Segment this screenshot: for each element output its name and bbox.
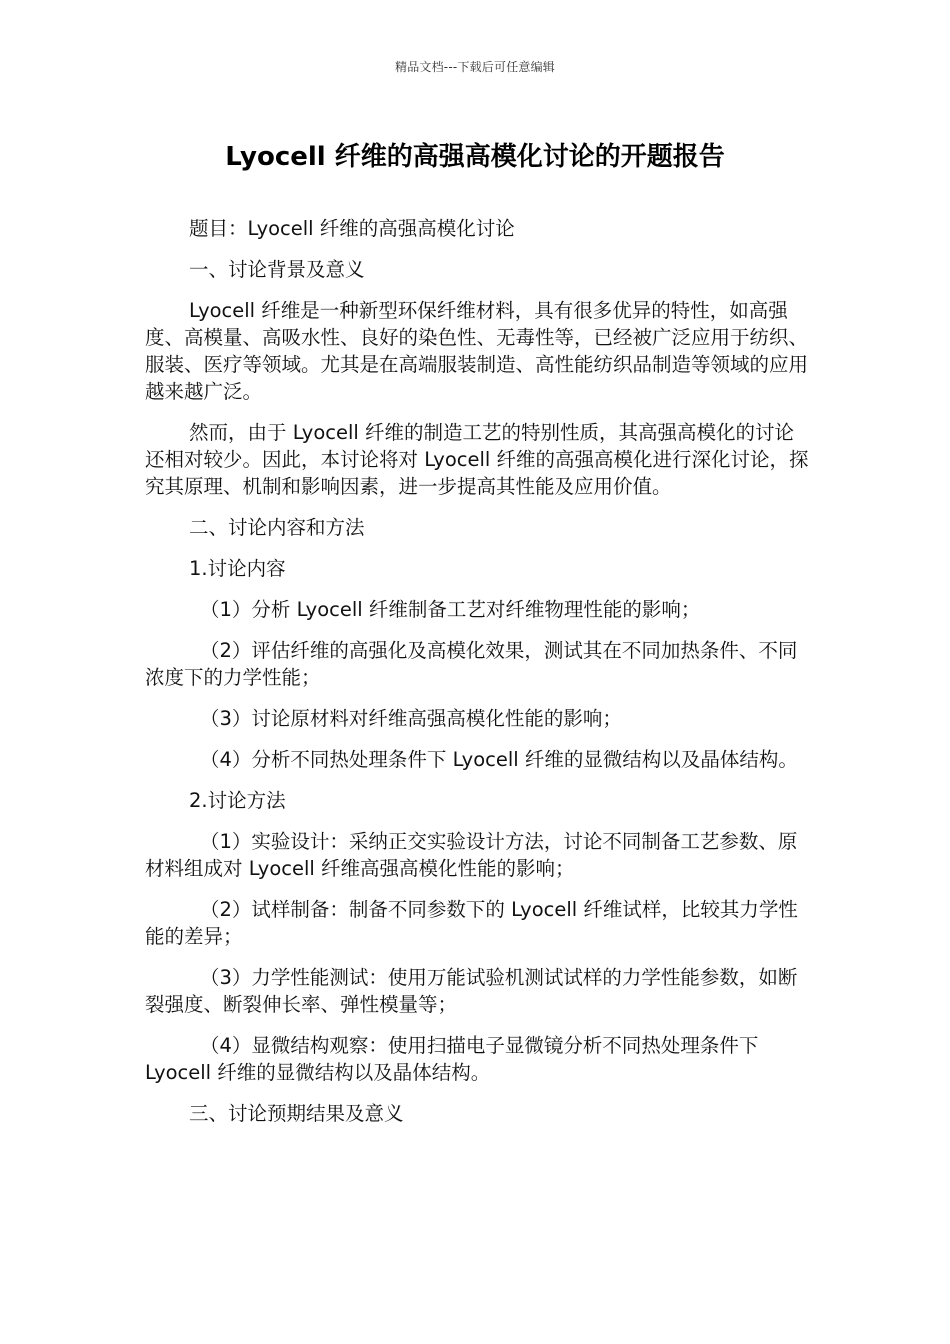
content-item: （4）分析不同热处理条件下 Lyocell 纤维的显微结构以及晶体结构。 xyxy=(200,748,798,771)
content-item: （2）评估纤维的高强化及高模化效果，测试其在不同加热条件、不同浓度下的力学性能； xyxy=(145,639,798,689)
topic-line: 题目：Lyocell 纤维的高强高模化讨论 xyxy=(189,217,515,240)
document-title: Lyocell 纤维的高强高模化讨论的开题报告 xyxy=(225,142,725,172)
subheading-content: 1.讨论内容 xyxy=(189,557,286,580)
section-heading-content-method: 二、讨论内容和方法 xyxy=(189,516,365,539)
content-item: （1）分析 Lyocell 纤维制备工艺对纤维物理性能的影响； xyxy=(200,598,701,621)
subheading-method: 2.讨论方法 xyxy=(189,789,286,812)
section-heading-background: 一、讨论背景及意义 xyxy=(189,258,365,281)
background-paragraph-2: 然而，由于 Lyocell 纤维的制造工艺的特别性质，其高强高模化的讨论还相对较少。因此，本讨论将对 Lyocell 纤维的高强高模化进行深化讨论，探究其原理、机制和影响因素，进一步提高其性能及应用价值。 xyxy=(145,421,809,498)
document-body xyxy=(145,215,810,1141)
section-heading-expected-results: 三、讨论预期结果及意义 xyxy=(189,1102,404,1125)
method-item: （3）力学性能测试：使用万能试验机测试试样的力学性能参数，如断裂强度、断裂伸长率、弹性模量等； xyxy=(145,966,798,1016)
content-item: （3）讨论原材料对纤维高强高模化性能的影响； xyxy=(200,707,622,730)
method-item: （2）试样制备：制备不同参数下的 Lyocell 纤维试样，比较其力学性能的差异； xyxy=(145,898,798,948)
method-item: （4）显微结构观察：使用扫描电子显微镜分析不同热处理条件下 Lyocell 纤维的显微结构以及晶体结构。 xyxy=(145,1034,759,1084)
method-item: （1）实验设计：采纳正交实验设计方法，讨论不同制备工艺参数、原材料组成对 Lyocell 纤维高强高模化性能的影响； xyxy=(145,830,798,880)
background-paragraph-1: Lyocell 纤维是一种新型环保纤维材料，具有很多优异的特性，如高强度、高模量、高吸水性、良好的染色性、无毒性等，已经被广泛应用于纺织、服装、医疗等领域。尤其是在高端服装制造、高性能纺织品制造等领域的应用越来越广泛。 xyxy=(145,299,809,403)
header-note: 精品文档---下载后可任意编辑 xyxy=(395,60,555,74)
